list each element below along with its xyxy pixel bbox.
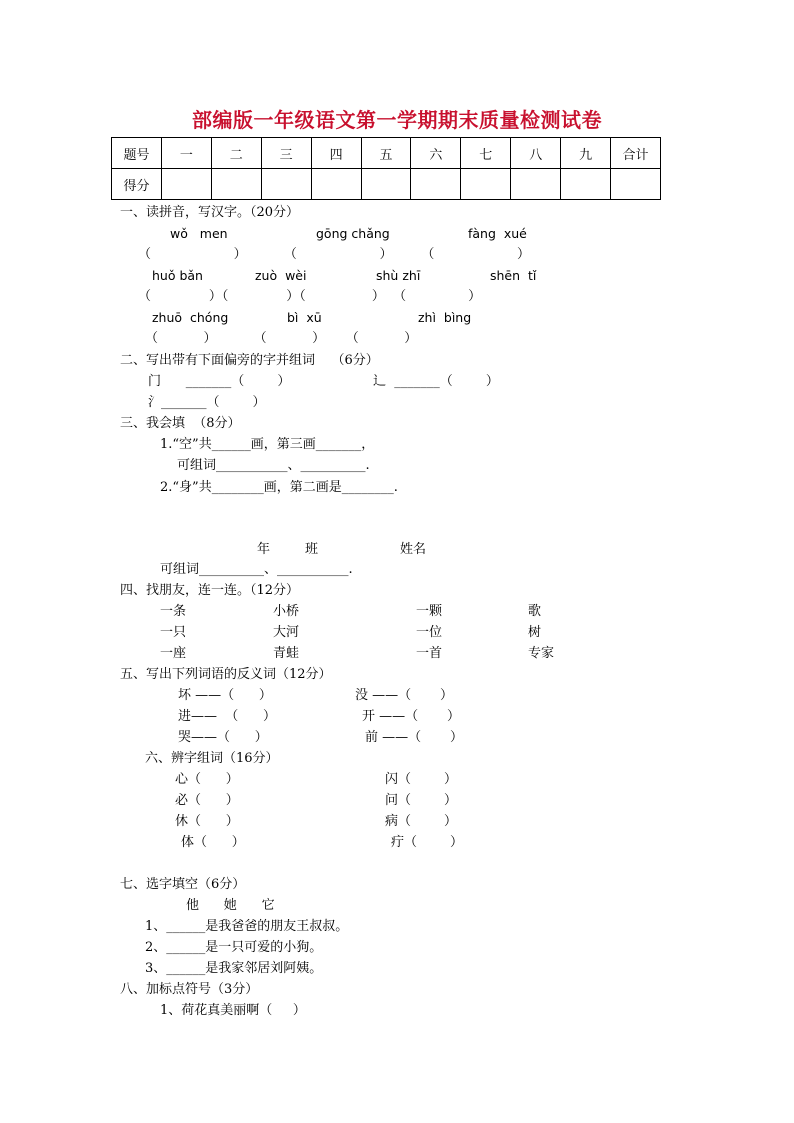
score-table-score-row (112, 169, 661, 200)
score-input-cell[interactable] (161, 169, 211, 200)
section-2-heading: 二、写出带有下面偏旁的字并组词 （6分） (120, 353, 379, 368)
pinyin: shù zhī (376, 268, 421, 283)
score-input-cell[interactable] (511, 169, 561, 200)
match-word[interactable]: 专家 (528, 646, 555, 661)
score-cell: 题号 (112, 138, 162, 169)
word-group-item[interactable]: 疔（ ） (391, 835, 464, 850)
match-word[interactable]: 一座 (160, 646, 187, 661)
section-1-heading: 一、读拼音，写汉字。（20分） (120, 205, 300, 220)
antonym-item[interactable]: 坏 ——（ ） (178, 688, 272, 703)
score-cell: 六 (411, 138, 461, 169)
fill-line[interactable]: 1.“空”共______画，第三画_______， (160, 437, 375, 452)
match-word[interactable]: 一位 (416, 625, 443, 640)
pinyin: shēn tǐ (490, 268, 537, 283)
antonym-item[interactable]: 没 ——（ ） (355, 688, 454, 703)
page-title: 部编版一年级语文第一学期期末质量检测试卷 (192, 108, 602, 132)
score-cell: 得分 (112, 169, 162, 200)
score-input-cell[interactable] (611, 169, 661, 200)
score-input-cell[interactable] (411, 169, 461, 200)
fill-line[interactable]: 2.“身”共________画，第二画是________. (160, 480, 398, 495)
match-word[interactable]: 歌 (528, 604, 542, 619)
pinyin: zhuō chóng (152, 310, 229, 325)
answer-brackets[interactable]: （ ） （ ） （ ） (145, 331, 418, 346)
pronoun-options: 他 她 它 (186, 898, 275, 913)
match-word[interactable]: 小桥 (273, 604, 300, 619)
word-group-item[interactable]: 体（ ） (181, 835, 245, 850)
pinyin: bì xū (287, 310, 322, 325)
word-group-item[interactable]: 问（ ） (385, 793, 458, 808)
score-input-cell[interactable] (461, 169, 511, 200)
match-word[interactable]: 树 (528, 625, 542, 640)
answer-brackets[interactable]: （ ）（ ）（ ） （ ） (138, 289, 482, 304)
score-cell: 合计 (611, 138, 661, 169)
pinyin: huǒ bǎn (152, 268, 203, 283)
antonym-item[interactable]: 进—— （ ） (178, 709, 277, 724)
fill-line[interactable]: 可组词__________、___________. (160, 562, 353, 577)
score-input-cell[interactable] (561, 169, 611, 200)
score-table (111, 137, 661, 200)
section-7-heading: 七、选字填空（6分） (120, 877, 246, 892)
score-input-cell[interactable] (361, 169, 411, 200)
score-cell: 七 (461, 138, 511, 169)
pinyin: gōng chǎng (316, 226, 390, 241)
match-word[interactable]: 一首 (416, 646, 443, 661)
match-word[interactable]: 青蛙 (273, 646, 300, 661)
answer-brackets[interactable]: （ ） （ ） （ ） (138, 247, 531, 262)
fill-sentence[interactable]: 2、______是一只可爱的小狗。 (145, 940, 323, 955)
fill-sentence[interactable]: 3、______是我家邻居刘阿姨。 (145, 961, 323, 976)
score-cell: 九 (561, 138, 611, 169)
word-group-item[interactable]: 心（ ） (175, 772, 239, 787)
score-cell: 四 (311, 138, 361, 169)
score-cell: 八 (511, 138, 561, 169)
match-word[interactable]: 一只 (160, 625, 187, 640)
fill-sentence[interactable]: 1、______是我爸爸的朋友王叔叔。 (145, 919, 349, 934)
class-label: 班 (305, 542, 319, 557)
pinyin: fàng xué (468, 226, 527, 241)
section-6-heading: 六、辨字组词（16分） (145, 751, 279, 766)
fill-line[interactable]: 可组词___________、__________. (177, 458, 370, 473)
match-word[interactable]: 一颗 (416, 604, 443, 619)
section-3-heading: 三、我会填 （8分） (120, 416, 241, 431)
score-cell: 三 (261, 138, 311, 169)
score-input-cell[interactable] (261, 169, 311, 200)
name-label: 姓名 (400, 542, 427, 557)
section-4-heading: 四、找朋友，连一连。（12分） (120, 583, 300, 598)
word-group-item[interactable]: 休（ ） (175, 814, 239, 829)
section-5-heading: 五、写出下列词语的反义词（12分） (120, 667, 332, 682)
score-input-cell[interactable] (311, 169, 361, 200)
score-input-cell[interactable] (211, 169, 261, 200)
pinyin: zhì bìng (418, 310, 472, 325)
grade-label: 年 (257, 542, 271, 557)
section-8-heading: 八、加标点符号（3分） (120, 982, 259, 997)
word-group-item[interactable]: 必（ ） (175, 793, 239, 808)
score-cell: 五 (361, 138, 411, 169)
pinyin: zuò wèi (255, 268, 307, 283)
score-table-header-row (112, 138, 661, 169)
word-group-item[interactable]: 病（ ） (385, 814, 458, 829)
radical-line[interactable]: 门 _______（ ） 辶 _______（ ） (148, 374, 499, 389)
match-word[interactable]: 一条 (160, 604, 187, 619)
antonym-item[interactable]: 前 ——（ ） (365, 730, 464, 745)
punctuation-item[interactable]: 1、荷花真美丽啊（ ） (160, 1003, 306, 1018)
antonym-item[interactable]: 开 ——（ ） (362, 709, 461, 724)
pinyin: wǒ men (170, 226, 228, 241)
match-word[interactable]: 大河 (273, 625, 300, 640)
score-cell: 二 (211, 138, 261, 169)
score-cell: 一 (161, 138, 211, 169)
radical-line[interactable]: 氵_______（ ） (148, 395, 266, 410)
antonym-item[interactable]: 哭——（ ） (178, 730, 268, 745)
word-group-item[interactable]: 闪（ ） (385, 772, 458, 787)
